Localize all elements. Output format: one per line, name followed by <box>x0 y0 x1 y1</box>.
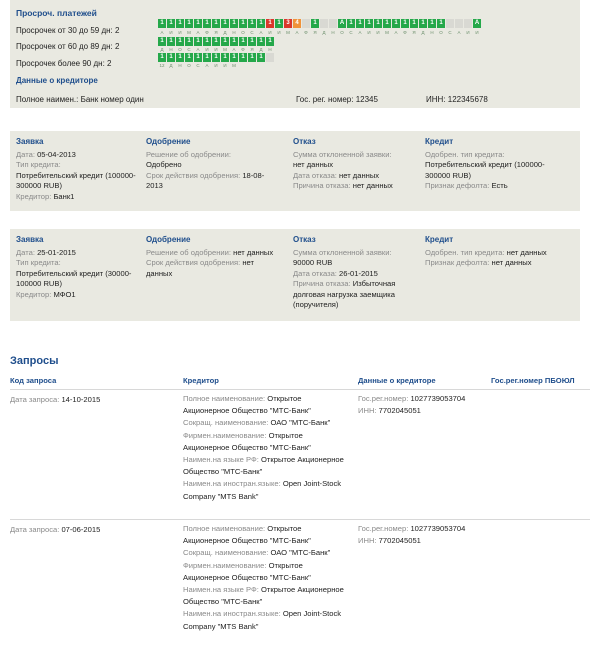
payment-month-letter: М <box>232 63 236 68</box>
field-label: Полное наименование: <box>183 524 266 533</box>
field-label: Дата отказа: <box>293 170 337 180</box>
creditor-foreign-name-value: Open Joint-Stock Company "MTS Bank" <box>183 479 342 501</box>
payment-month-letter: Я <box>214 30 218 35</box>
payment-month-letter: Я <box>313 30 317 35</box>
payment-status-cell: 1 <box>257 53 265 62</box>
inn-value: 7702045051 <box>378 406 421 415</box>
payment-status-cell: 1 <box>212 53 220 62</box>
payment-month-letter: О <box>340 30 344 35</box>
request-creditor-block <box>183 523 348 633</box>
application-date: 25-01-2015 <box>37 247 76 257</box>
creditor-fullname: Полное наимен.: Банк номер один <box>16 95 144 104</box>
payment-month-letter: И <box>169 30 173 35</box>
payment-month-letter: Д <box>322 30 326 35</box>
payment-month-letter: Н <box>430 30 434 35</box>
field-label: Дата: <box>16 247 35 257</box>
payment-status-cell: 1 <box>347 19 355 28</box>
header-divider <box>10 389 590 390</box>
field-label: Решение об одобрении: <box>146 247 232 257</box>
field-label: Признак дефолта: <box>425 258 490 267</box>
payment-status-cell: 1 <box>212 19 220 28</box>
creditor-rus-name-value: Открытое Акционерное Общество "МТС-Банк" <box>183 585 344 607</box>
credit-heading: Кредит <box>425 235 454 244</box>
field-label: Наимен.на языке РФ: <box>183 585 259 595</box>
payments-title: Просроч. платежей <box>16 8 97 18</box>
field-label: ИНН: <box>358 536 377 545</box>
payment-status-cell: 1 <box>230 37 238 46</box>
creditor-shortname-value: ОАО "МТС-Банк" <box>270 418 331 428</box>
payment-status-cell: 1 <box>221 19 229 28</box>
approval-column <box>146 137 274 192</box>
payment-status-cell: 1 <box>230 53 238 62</box>
field-label: Гос.рег.номер: <box>358 524 409 533</box>
refusal-reason: нет данных <box>352 181 393 190</box>
payment-status-cell: 1 <box>176 19 184 28</box>
payment-status-cell: 1 <box>239 53 247 62</box>
approval-term: 18-08-2013 <box>146 170 265 190</box>
field-label: Гос.рег.номер: <box>358 394 409 403</box>
payment-month-letter: О <box>187 63 191 68</box>
payment-status-cell: 1 <box>230 19 238 28</box>
payment-month-letter: И <box>205 47 209 52</box>
field-label: Сокращ. наименование: <box>183 418 269 428</box>
payment-status-cell: 1 <box>203 19 211 28</box>
creditor-brandname-value: Открытое Акционерное Общество "МТС-Банк" <box>183 560 311 582</box>
column-header-creditor: Кредитор <box>183 376 219 385</box>
refusal-heading: Отказ <box>293 137 316 146</box>
creditor-shortname-value: ОАО "МТС-Банк" <box>270 548 331 558</box>
approval-decision: Одобрено <box>146 160 182 169</box>
creditor-value: Банк1 <box>53 191 75 201</box>
payment-month-letter: А <box>358 30 362 35</box>
refusal-sum: нет данных <box>293 160 334 169</box>
payment-status-cell: 1 <box>311 19 319 28</box>
payment-status-cell: 1 <box>158 53 166 62</box>
refusal-column <box>293 235 421 311</box>
payment-status-cell: 1 <box>401 19 409 28</box>
field-label: Решение об одобрении: <box>146 149 232 159</box>
payment-month-letter: М <box>286 30 290 35</box>
approved-credit-type: Потребительский кредит (100000-300000 RUB) <box>425 160 545 180</box>
field-label: Сумма отклоненной заявки: <box>293 247 392 257</box>
request-creditor-data <box>358 393 465 417</box>
payment-month-letter: С <box>250 30 254 35</box>
payment-status-cell: 1 <box>176 37 184 46</box>
creditor-value: МФО1 <box>53 289 76 299</box>
payment-status-cell: 1 <box>383 19 391 28</box>
payment-status-cell: 1 <box>257 37 265 46</box>
creditor-fullname-value: Открытое Акционерное Общество "МТС-Банк" <box>183 524 311 546</box>
creditor-rus-name-value: Открытое Акционерное Общество "МТС-Банк" <box>183 455 344 477</box>
payment-month-letter: Н <box>268 47 272 52</box>
payment-status-cell <box>446 19 454 28</box>
refusal-reason: Избыточная долговая нагрузка заемщика (поручителя) <box>293 279 396 309</box>
payment-strip-60-89 <box>158 37 274 46</box>
payment-status-cell: 1 <box>176 53 184 62</box>
field-label: Фирмен.наименование: <box>183 560 267 570</box>
payment-month-letter <box>257 63 265 68</box>
field-label: Дата запроса: <box>10 395 60 404</box>
payment-status-cell: 1 <box>221 53 229 62</box>
payment-month-letter: О <box>241 30 245 35</box>
payment-months-90 <box>158 63 274 68</box>
payment-status-cell: 1 <box>437 19 445 28</box>
payment-status-cell: 1 <box>239 19 247 28</box>
application-heading: Заявка <box>16 137 44 146</box>
field-label: Кредитор: <box>16 191 52 201</box>
payment-months-30-59 <box>158 30 481 35</box>
payment-status-cell <box>464 19 472 28</box>
payment-status-cell: 1 <box>257 19 265 28</box>
payment-status-cell: 1 <box>194 53 202 62</box>
payment-month-letter: Ф <box>205 30 209 35</box>
payment-month-letter: М <box>223 47 227 52</box>
payment-month-letter: С <box>196 63 200 68</box>
field-label: Наимен.на иностран.языке: <box>183 479 281 489</box>
payment-month-letter: Ф <box>241 47 245 52</box>
field-label: Фирмен.наименование: <box>183 430 267 440</box>
payment-month-letter: С <box>448 30 452 35</box>
payment-month-letter: С <box>349 30 353 35</box>
payment-status-cell: 1 <box>167 19 175 28</box>
application-column <box>16 137 144 202</box>
field-label: Дата отказа: <box>293 268 337 278</box>
credit-column <box>425 137 565 192</box>
payment-status-cell: 3 <box>284 19 292 28</box>
request-date-value: 14-10-2015 <box>61 395 101 404</box>
delay-90-label: Просрочек более 90 дн: 2 <box>16 59 112 68</box>
payment-month-letter: И <box>466 30 470 35</box>
payment-month-letter: А <box>457 30 461 35</box>
payment-status-cell: 1 <box>356 19 364 28</box>
payment-month-letter: Н <box>178 63 182 68</box>
approval-heading: Одобрение <box>146 137 191 146</box>
payment-month-letter <box>239 63 247 68</box>
payment-status-cell: 1 <box>203 37 211 46</box>
payment-status-cell <box>455 19 463 28</box>
payment-month-letter: А <box>232 47 236 52</box>
payment-strip-30-59 <box>158 19 481 28</box>
approval-decision: нет данных <box>233 247 274 257</box>
payment-status-cell <box>320 19 328 28</box>
refusal-sum: 90000 RUB <box>293 258 333 267</box>
request-date <box>10 395 100 404</box>
creditor-fullname-value: Открытое Акционерное Общество "МТС-Банк" <box>183 394 311 416</box>
payment-status-cell: 1 <box>167 53 175 62</box>
field-label: Одобрен. тип кредита: <box>425 247 505 257</box>
payment-month-letter: А <box>259 30 263 35</box>
field-label: Причина отказа: <box>293 279 351 288</box>
payment-month-letter: Н <box>331 30 335 35</box>
payment-status-cell: 1 <box>266 19 274 28</box>
payment-month-letter: Н <box>232 30 236 35</box>
approval-column <box>146 235 274 279</box>
field-label: Одобрен. тип кредита: <box>425 149 505 159</box>
payment-month-letter: А <box>196 30 200 35</box>
payment-month-letter: А <box>295 30 299 35</box>
approval-term: нет данных <box>146 258 254 278</box>
credit-heading: Кредит <box>425 137 454 146</box>
payment-month-letter <box>266 63 274 68</box>
payment-month-letter: О <box>439 30 443 35</box>
payment-month-letter: Я <box>250 47 254 52</box>
field-label: Тип кредита: <box>16 160 61 169</box>
payment-month-letter: А <box>394 30 398 35</box>
payment-status-cell: A <box>339 20 345 26</box>
payment-status-cell: 1 <box>194 37 202 46</box>
field-label: Сумма отклоненной заявки: <box>293 149 392 159</box>
payment-month-letter: Д <box>223 30 227 35</box>
payment-month-letter: А <box>196 47 200 52</box>
creditor-foreign-name-value: Open Joint-Stock Company "MTS Bank" <box>183 609 342 631</box>
payment-status-cell: 1 <box>248 37 256 46</box>
application-card <box>10 229 580 321</box>
payment-month-letter: И <box>367 30 371 35</box>
payment-status-cell: 1 <box>428 19 436 28</box>
payment-month-letter: Ф <box>403 30 407 35</box>
payment-status-cell: 1 <box>185 37 193 46</box>
creditor-data-title: Данные о кредиторе <box>16 76 98 85</box>
payment-month-letter: Я <box>412 30 416 35</box>
payment-month-letter: Д <box>259 47 263 52</box>
payment-month-letter: И <box>475 30 479 35</box>
refusal-date: 26-01-2015 <box>339 268 378 278</box>
payment-status-cell: 1 <box>266 37 274 46</box>
field-label: Срок действия одобрения: <box>146 258 241 267</box>
payment-month-letter: Д <box>169 63 173 68</box>
payment-status-cell: 1 <box>185 19 193 28</box>
refusal-date: нет данных <box>339 170 380 180</box>
delay-30-59-label: Просрочек от 30 до 59 дн: 2 <box>16 26 120 35</box>
payment-status-cell: 1 <box>212 37 220 46</box>
payment-status-cell: 1 <box>410 19 418 28</box>
payment-status-cell: 1 <box>392 19 400 28</box>
payment-status-cell: 1 <box>374 19 382 28</box>
payment-month-letter: А <box>205 63 209 68</box>
payment-month-letter: И <box>214 63 218 68</box>
payment-month-letter: Н <box>169 47 173 52</box>
credit-column <box>425 235 565 269</box>
application-date: 05-04-2013 <box>37 149 76 159</box>
payment-month-letter: С <box>187 47 191 52</box>
requests-title: Запросы <box>10 355 59 367</box>
field-label: Кредитор: <box>16 289 52 299</box>
payment-month-letter: И <box>277 30 281 35</box>
field-label: Причина отказа: <box>293 181 351 190</box>
refusal-heading: Отказ <box>293 235 316 244</box>
field-label: Признак дефолта: <box>425 181 490 190</box>
payment-status-cell: 1 <box>365 19 373 28</box>
application-card <box>10 131 580 211</box>
request-creditor-block <box>183 393 348 503</box>
payment-month-letter: И <box>268 30 272 35</box>
creditor-reg-number: Гос. рег. номер: 12345 <box>296 95 378 104</box>
creditor-inn: ИНН: 122345678 <box>426 95 488 104</box>
field-label: Наимен.на иностран.языке: <box>183 609 281 619</box>
row-divider <box>10 519 590 520</box>
field-label: Полное наименование: <box>183 394 266 403</box>
credit-type-value: Потребительский кредит (30000-100000 RUB) <box>16 268 132 288</box>
field-label: Срок действия одобрения: <box>146 170 241 180</box>
payment-status-cell: 1 <box>158 19 166 28</box>
payment-status-cell: 1 <box>248 53 256 62</box>
delay-60-89-label: Просрочек от 60 до 89 дн: 2 <box>16 42 120 51</box>
refusal-column <box>293 137 421 192</box>
payment-status-cell <box>266 53 274 62</box>
column-header-creditor-data: Данные о кредиторе <box>358 376 436 385</box>
reg-number-value: 1027739053704 <box>410 394 466 403</box>
payment-status-cell <box>329 19 337 28</box>
payment-month-letter: Д <box>421 30 425 35</box>
default-flag: Есть <box>491 181 508 190</box>
payment-status-cell: 1 <box>239 37 247 46</box>
field-label: ИНН: <box>358 406 377 415</box>
request-date-value: 07-06-2015 <box>61 525 101 534</box>
column-header-request-code: Код запроса <box>10 376 57 385</box>
application-heading: Заявка <box>16 235 44 244</box>
payment-month-letter: И <box>178 30 182 35</box>
approved-credit-type: нет данных <box>506 247 547 257</box>
payment-status-cell: 1 <box>419 19 427 28</box>
payment-status-cell: 1 <box>248 19 256 28</box>
payment-status-cell: 1 <box>275 19 283 28</box>
payment-status-cell: 1 <box>194 19 202 28</box>
field-label: Наимен.на языке РФ: <box>183 455 259 465</box>
credit-type-value: Потребительский кредит (100000-300000 RUB) <box>16 170 136 190</box>
payment-status-cell: 1 <box>185 53 193 62</box>
payment-month-letter: М <box>187 30 191 35</box>
payment-month-letter: А <box>160 30 164 35</box>
payment-month-letter: Ф <box>304 30 308 35</box>
column-header-reg-number: Гос.рег.номер ПБОЮЛ <box>491 376 575 385</box>
payment-months-60-89 <box>158 47 274 52</box>
request-creditor-data <box>358 523 465 547</box>
field-label: Дата: <box>16 149 35 159</box>
field-label: Тип кредита: <box>16 258 61 267</box>
payment-status-cell: 4 <box>293 19 301 28</box>
payment-month-letter: Д <box>160 47 164 52</box>
payments-panel <box>10 0 580 108</box>
reg-number-value: 1027739053704 <box>410 524 466 533</box>
creditor-brandname-value: Открытое Акционерное Общество "МТС-Банк" <box>183 430 311 452</box>
payment-strip-90 <box>158 53 274 62</box>
inn-value: 7702045051 <box>378 536 421 545</box>
payment-status-cell: A <box>474 20 480 26</box>
payment-status-cell: 1 <box>221 37 229 46</box>
field-label: Сокращ. наименование: <box>183 548 269 558</box>
payment-month-letter: 12 <box>159 63 165 68</box>
payment-month-letter: О <box>178 47 182 52</box>
application-column <box>16 235 144 300</box>
payment-status-cell: 1 <box>167 37 175 46</box>
payment-month-letter: М <box>385 30 389 35</box>
payment-status-cell <box>302 19 310 28</box>
approval-heading: Одобрение <box>146 235 191 244</box>
request-date <box>10 525 100 534</box>
payment-month-letter: И <box>223 63 227 68</box>
payment-month-letter: И <box>376 30 380 35</box>
payment-month-letter <box>248 63 256 68</box>
payment-status-cell: 1 <box>158 37 166 46</box>
field-label: Дата запроса: <box>10 525 60 534</box>
default-flag: нет данных <box>491 258 532 267</box>
payment-status-cell: 1 <box>203 53 211 62</box>
payment-month-letter: И <box>214 47 218 52</box>
